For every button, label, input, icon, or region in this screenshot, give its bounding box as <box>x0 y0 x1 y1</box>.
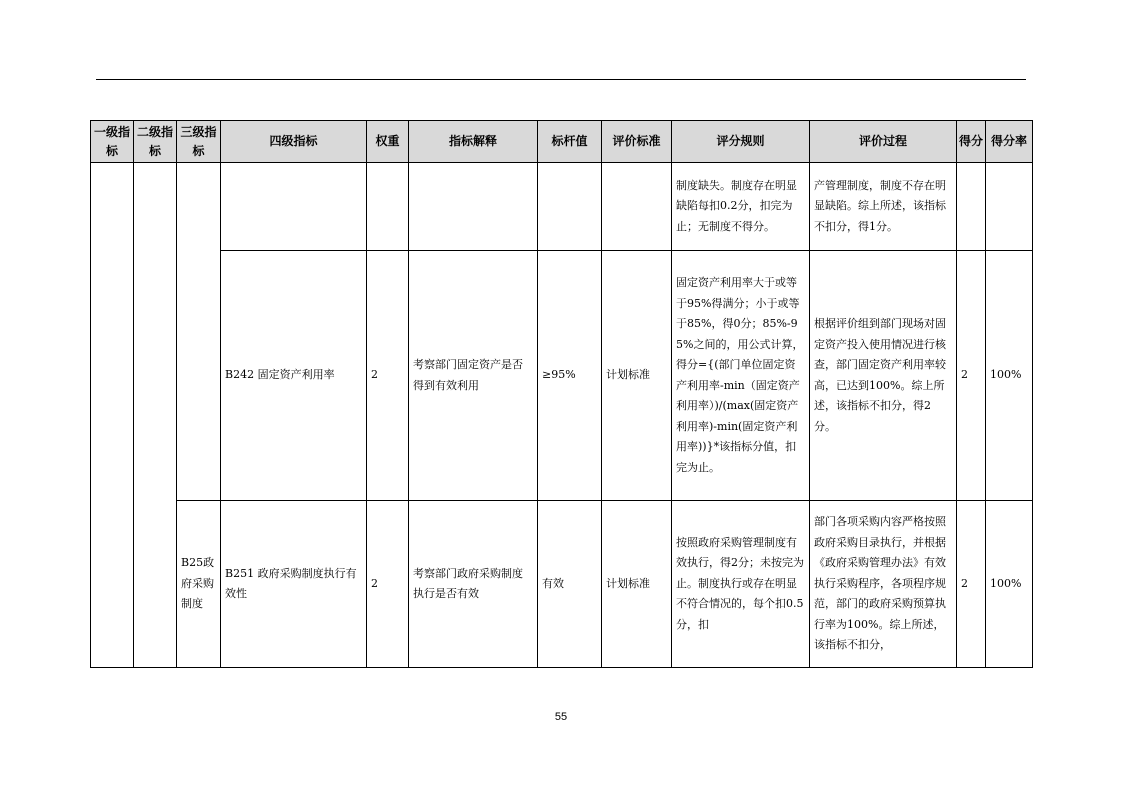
table-row <box>91 251 1033 501</box>
standard-cell: 计划标准 <box>602 251 672 501</box>
level3-cell <box>177 163 221 501</box>
page-number: 55 <box>554 711 568 723</box>
header-rule <box>96 79 1026 80</box>
level3-cell: B25政府采购制度 <box>177 501 221 668</box>
header-standard: 评价标准 <box>602 121 672 163</box>
process-cell: 根据评价组到部门现场对固定资产投入使用情况进行核查，部门固定资产利用率较高，已达到100%。综上所述，该指标不扣分，得2分。 <box>810 251 957 501</box>
header-score: 得分 <box>957 121 986 163</box>
table-header-row <box>91 121 1033 163</box>
explanation-cell <box>409 163 538 251</box>
level4-cell: B251 政府采购制度执行有效性 <box>221 501 367 668</box>
header-level2: 二级指标 <box>134 121 177 163</box>
score-cell <box>957 163 986 251</box>
benchmark-cell: ≥95% <box>538 251 602 501</box>
benchmark-cell: 有效 <box>538 501 602 668</box>
header-process: 评价过程 <box>810 121 957 163</box>
scoring-rule-cell: 按照政府采购管理制度有效执行，得2分；未按完为止。制度执行或存在明显不符合情况的，每个扣0.5分，扣 <box>672 501 810 668</box>
header-level3: 三级指标 <box>177 121 221 163</box>
standard-cell: 计划标准 <box>602 501 672 668</box>
level4-cell <box>221 163 367 251</box>
weight-cell <box>367 163 409 251</box>
process-cell: 部门各项采购内容严格按照政府采购目录执行，并根据《政府采购管理办法》有效执行采购程序，各项程序规范，部门的政府采购预算执行率为100%。综上所述，该指标不扣分， <box>810 501 957 668</box>
explanation-cell: 考察部门政府采购制度执行是否有效 <box>409 501 538 668</box>
header-explanation: 指标解释 <box>409 121 538 163</box>
standard-cell <box>602 163 672 251</box>
scoring-rule-cell: 制度缺失。制度存在明显缺陷每扣0.2分，扣完为止；无制度不得分。 <box>672 163 810 251</box>
header-scoring-rule: 评分规则 <box>672 121 810 163</box>
process-cell: 产管理制度，制度不存在明显缺陷。综上所述，该指标不扣分，得1分。 <box>810 163 957 251</box>
level4-cell: B242 固定资产利用率 <box>221 251 367 501</box>
score-cell: 2 <box>957 251 986 501</box>
header-level1: 一级指标 <box>91 121 134 163</box>
header-benchmark: 标杆值 <box>538 121 602 163</box>
scoring-rule-cell: 固定资产利用率大于或等于95%得满分；小于或等于85%，得0分；85%-95%之间的，用公式计算，得分={(部门单位固定资产利用率-min（固定资产利用率）)/(max(固定资产利用率)-min(固定资产利用率))}*该指标分值，扣完为止。 <box>672 251 810 501</box>
level2-cell <box>134 163 177 668</box>
table-row <box>91 163 1033 251</box>
table-row <box>91 501 1033 668</box>
header-level4: 四级指标 <box>221 121 367 163</box>
score-cell: 2 <box>957 501 986 668</box>
rate-cell: 100% <box>986 251 1033 501</box>
evaluation-table <box>90 120 1033 668</box>
header-weight: 权重 <box>367 121 409 163</box>
header-rate: 得分率 <box>986 121 1033 163</box>
rate-cell: 100% <box>986 501 1033 668</box>
weight-cell: 2 <box>367 501 409 668</box>
level1-cell <box>91 163 134 668</box>
benchmark-cell <box>538 163 602 251</box>
rate-cell <box>986 163 1033 251</box>
explanation-cell: 考察部门固定资产是否得到有效利用 <box>409 251 538 501</box>
weight-cell: 2 <box>367 251 409 501</box>
